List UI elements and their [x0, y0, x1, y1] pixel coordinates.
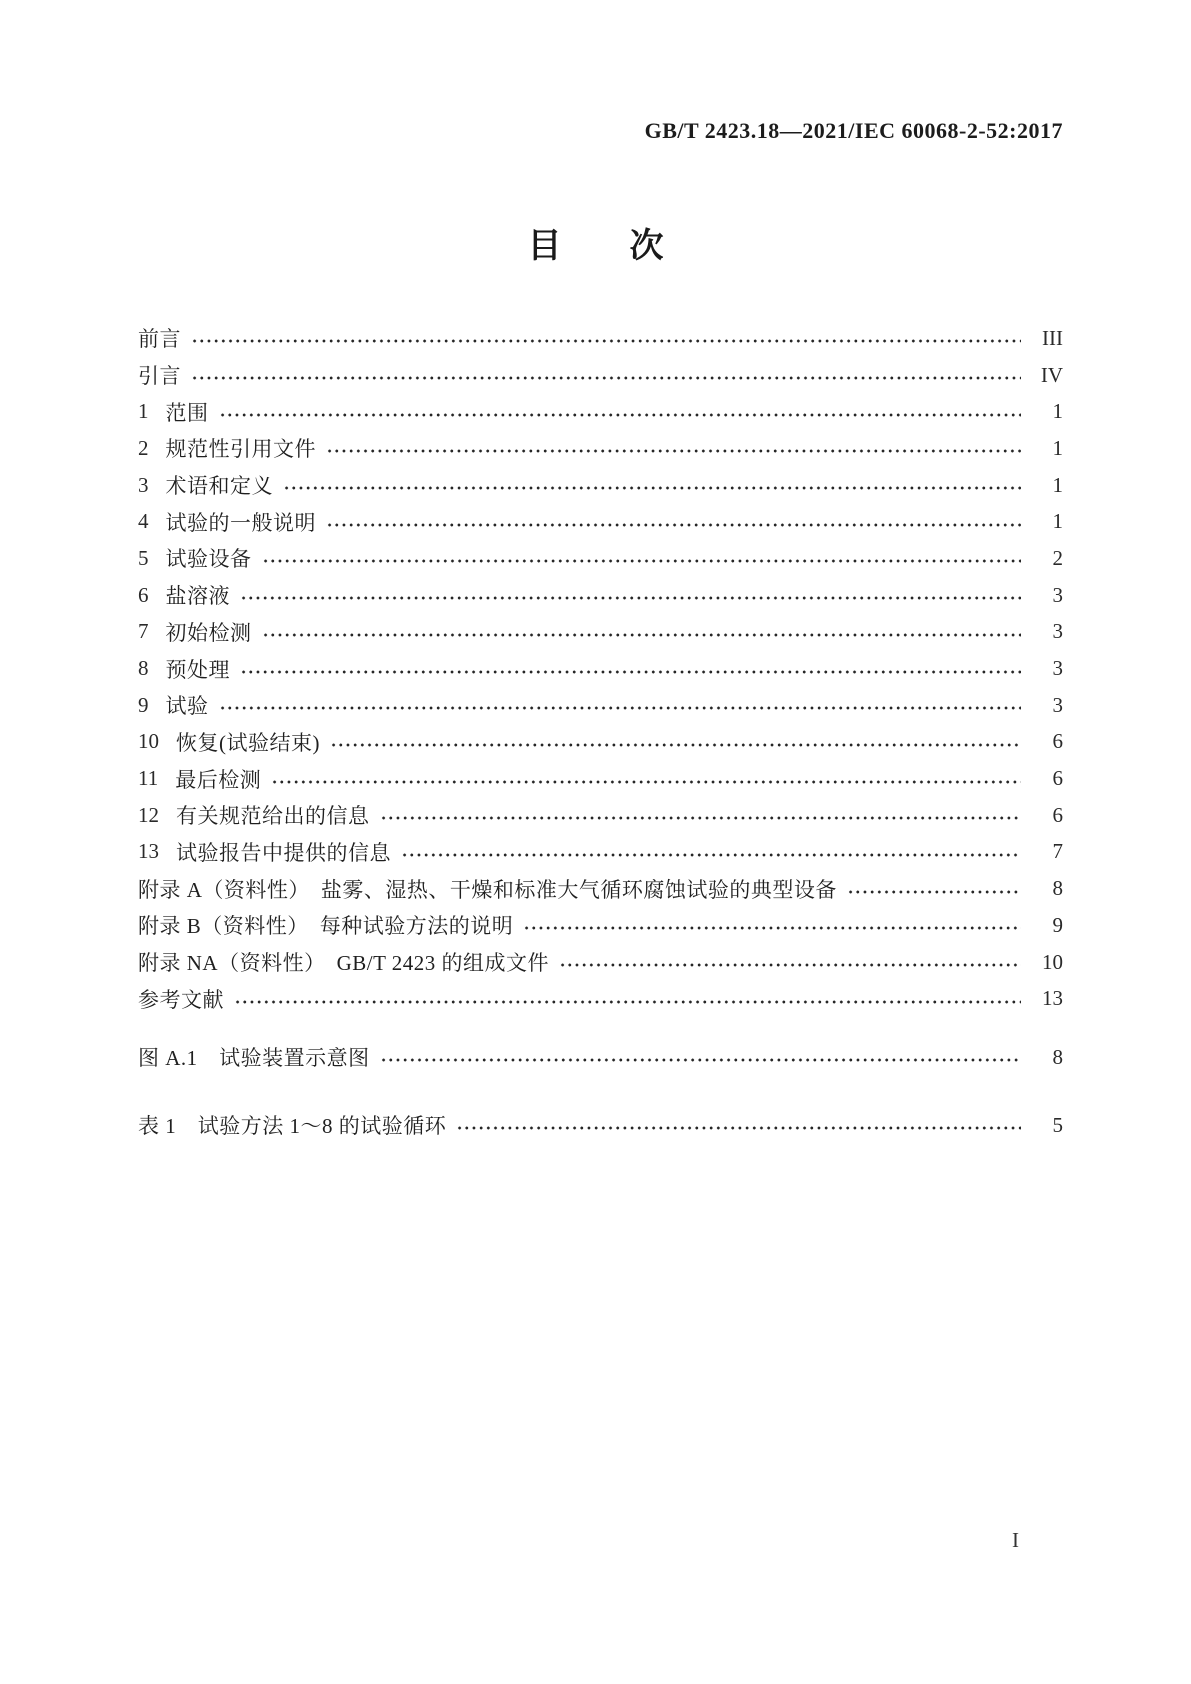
- dot-leader: [240, 667, 1021, 677]
- dot-leader: [240, 593, 1021, 603]
- dot-leader: [283, 483, 1021, 493]
- toc-entry-number: 7: [138, 619, 149, 644]
- toc-entry-page: 1: [1052, 472, 1063, 497]
- toc-entry-page: 10: [1042, 949, 1063, 974]
- toc-row: [138, 980, 1063, 1017]
- toc-entry-label: 范围: [165, 400, 209, 425]
- toc-entry-label: 恢复(试验结束): [176, 730, 320, 755]
- toc-row: [138, 724, 1063, 761]
- toc-row: [138, 357, 1063, 394]
- toc-entry-label: 附录 B（资料性） 每种试验方法的说明: [138, 914, 514, 939]
- toc-row: [138, 503, 1063, 540]
- toc-entry-page: 1: [1052, 509, 1063, 534]
- dot-leader: [262, 630, 1022, 640]
- toc-entry-label: 参考文献: [138, 987, 224, 1012]
- standard-code-header: GB/T 2423.18—2021/IEC 60068-2-52:2017: [644, 118, 1063, 143]
- toc-row: [138, 320, 1063, 357]
- dot-leader: [271, 777, 1021, 787]
- toc-entry-label: 图 A.1 试验装置示意图: [138, 1046, 370, 1071]
- toc-entry-label: 试验报告中提供的信息: [176, 840, 391, 865]
- toc-entry-page: 7: [1052, 839, 1063, 864]
- toc-entry-page: IV: [1040, 362, 1063, 387]
- dot-leader: [380, 1055, 1021, 1065]
- toc-entry-label: 术语和定义: [165, 474, 273, 499]
- dot-leader: [326, 446, 1021, 456]
- toc-entry-label: 引言: [138, 364, 181, 389]
- toc-entry-number: 1: [138, 399, 149, 424]
- toc-entry-label: 试验的一般说明: [165, 510, 316, 535]
- toc-entry-label: 预处理: [165, 657, 230, 682]
- toc-entry-label: 前言: [138, 327, 181, 352]
- toc-entry-label: 附录 NA（资料性） GB/T 2423 的组成文件: [138, 951, 550, 976]
- toc-entry-number: 10: [138, 729, 159, 754]
- toc-entry-label: 附录 A（资料性） 盐雾、湿热、干燥和标准大气循环腐蚀试验的典型设备: [138, 877, 837, 902]
- page-title: 目 次: [527, 228, 664, 265]
- toc-entry-number: 8: [138, 656, 149, 681]
- toc-entry-page: 1: [1052, 399, 1063, 424]
- dot-leader: [219, 703, 1022, 713]
- toc-entry-label: 规范性引用文件: [165, 437, 316, 462]
- toc-entry-page: 13: [1042, 986, 1063, 1011]
- toc-entry-page: 6: [1052, 802, 1063, 827]
- toc-row: [138, 907, 1063, 944]
- dot-leader: [380, 813, 1022, 823]
- toc-entry-number: 4: [138, 509, 149, 534]
- toc-entry-page: 1: [1052, 435, 1063, 460]
- toc-entry-number: 12: [138, 802, 159, 827]
- toc-entry-page: 3: [1052, 582, 1063, 607]
- toc-row: [138, 430, 1063, 467]
- toc-row: [138, 467, 1063, 504]
- toc-row: [138, 944, 1063, 981]
- toc-entry-number: 6: [138, 582, 149, 607]
- toc-row: [138, 650, 1063, 687]
- toc-row: [138, 797, 1063, 834]
- toc-row: [138, 687, 1063, 724]
- toc-entry-page: 6: [1052, 766, 1063, 791]
- toc-entry-label: 盐溶液: [165, 584, 230, 609]
- toc-row: [138, 577, 1063, 614]
- toc-entry-number: 2: [138, 435, 149, 460]
- toc-entry-number: 3: [138, 472, 149, 497]
- dot-leader: [219, 410, 1022, 420]
- toc-row: [138, 1039, 1063, 1076]
- toc-entry-page: 2: [1052, 545, 1063, 570]
- toc-entry-label: 有关规范给出的信息: [176, 804, 370, 829]
- toc-entry-page: 9: [1052, 912, 1063, 937]
- dot-leader: [191, 336, 1021, 346]
- toc-row: [138, 760, 1063, 797]
- dot-leader: [847, 887, 1021, 897]
- toc-entry-page: 8: [1052, 1044, 1063, 1069]
- table-of-contents: [138, 320, 1063, 1143]
- dot-leader: [330, 740, 1021, 750]
- toc-entry-number: 13: [138, 839, 159, 864]
- dot-leader: [401, 850, 1021, 860]
- toc-row: [138, 540, 1063, 577]
- toc-entry-page: 3: [1052, 656, 1063, 681]
- toc-entry-page: 3: [1052, 692, 1063, 717]
- toc-entry-label: 初始检测: [165, 620, 252, 645]
- toc-row: [138, 393, 1063, 430]
- toc-entry-number: 5: [138, 545, 149, 570]
- toc-row: [138, 834, 1063, 871]
- toc-figure-entries: [138, 1039, 1063, 1076]
- dot-leader: [191, 373, 1021, 383]
- dot-leader: [523, 923, 1021, 933]
- toc-entry-label: 表 1 试验方法 1～8 的试验循环: [138, 1114, 447, 1139]
- toc-entry-page: 6: [1052, 729, 1063, 754]
- dot-leader: [326, 520, 1021, 530]
- dot-leader: [559, 960, 1021, 970]
- folio-page-number: I: [1012, 1528, 1019, 1552]
- toc-entry-label: 试验设备: [165, 547, 252, 572]
- toc-entry-number: 9: [138, 692, 149, 717]
- toc-row: [138, 1107, 1063, 1144]
- dot-leader: [456, 1123, 1021, 1133]
- toc-table-entries: [138, 1107, 1063, 1144]
- toc-entry-label: 最后检测: [175, 767, 262, 792]
- toc-entry-label: 试验: [165, 694, 209, 719]
- toc-entry-page: 3: [1052, 619, 1063, 644]
- toc-entry-page: III: [1042, 325, 1063, 350]
- toc-row: [138, 870, 1063, 907]
- toc-entry-page: 8: [1052, 876, 1063, 901]
- dot-leader: [262, 556, 1022, 566]
- toc-entry-page: 5: [1052, 1112, 1063, 1137]
- toc-row: [138, 614, 1063, 651]
- toc-main-entries: [138, 320, 1063, 1017]
- dot-leader: [234, 997, 1021, 1007]
- toc-entry-number: 11: [138, 766, 159, 791]
